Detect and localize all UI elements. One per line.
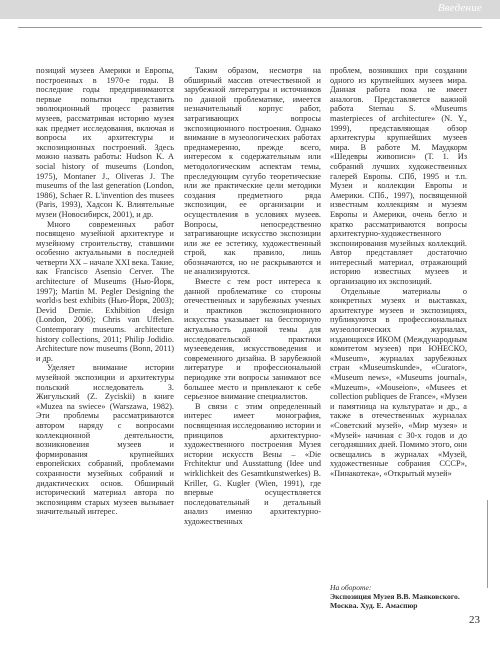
paragraph: позиций музеев Америки и Европы, построенных в 1970-е годы. В последние годы предпринимаются первые попытки представить эволюционный процесс развития музеев, рассматривая историю музея как предмет исследования, включая и вопросы их архитектуры и экспозиционных построений. Здесь можно назвать работы: Hudson K. A social history of museums (London, 1975), Montaner J., Oliveras J. The museums of the last generation (London, 1986), Schaer R. L'invention des musees (Paris, 1993), Хадсон К. Влиятельные музеи (Новосибирск, 2001), и др. (36, 66, 174, 219)
paragraph: Много современных работ посвящено музейной архитектуре и музейному строительству, ставшими особенно актуальными в последней четверти XX – начале XXI века. Такие, как Francisco Asensio Cerver. The architecture of Museums (Нью-Йорк, 1997); Martin M. Pegler Designing the world›s best exhibits (Нью-Йорк, 2003); Devid Dernie. Exhibition design (London, 2006); Chris van Uffelen. Contemporary museums. architecture history collections, 2011; Philip Jodidio. Architecture now museums (Bonn, 2011) и др. (36, 219, 174, 363)
paragraph: В связи с этим определенный интерес имеет монография, посвященная исследованию истории и принципов архитектурно-художественного построения Музея истории искусств Вены – «Die Frchitektur und Ausstattung (Idee und wirklichkeit des Gesamtkunstwerkes) B. Kriller, G. Kugler (Wien, 1991), где впервые осуществляется последовательный и детальный анализ именно архитектурно-художественных (184, 401, 321, 526)
paragraph: Таким образом, несмотря на обширный массив отечественной и зарубежной литературы и источников по данной проблематике, имеется незначительный корпус работ, затрагивающих вопросы экспозиционного построения. Однако внимание в музеологических работах преднамеренно, прежде всего, интересом к содержательным или методологическим аспектам темы, преследующим сугубо теоретические или же практические цели методики создания предметного ряда экспозиции, ее организации и осуществления в условиях музеев. Вопросы, непосредственно затрагивающие искусство экспозиции или же ее эстетику, художественный строй, как правило, лишь обозначаются, но не раскрываются и не анализируются. (184, 66, 321, 277)
caption-heading: На обороте: (330, 583, 372, 592)
text-column-1 (36, 66, 174, 592)
paragraph: проблем, возникших при создании одного из крупнейших музеев мира. Данная работа пока не имеет аналогов. Представляется важной работа Sternau S. «Museums masterpieces of architecture» (N. Y., 1999), представляющая обзор архитектуры крупнейших музеев мира. В работе М. Маудкорм «Шедевры живописи» (Т. 1. Из собраний лучших художественных галерей Европы. СПб, 1995 и т.п. Музеи и коллекции Европы и Америки. СПб., 1997), посвященной известным коллекциям и музеям Европы и Америки, очень бегло и кратко рассматриваются вопросы архитектурно-художественного экспонирования музейных коллекций. Автор представляет достаточно интересный материал, отражающий историю известных музеев и организацию их экспозиций. (330, 66, 467, 287)
paragraph: Отдельные материалы о конкретных музеях и выставках, архитектуре музеев и экспозициях, публикуются в профессиональных музеологических журналах, издающихся ИКОМ (Международным комитетом музеев) при ЮНЕСКО, «Museum», журналах зарубежных стран «Museumskunde», «Curator», «Museum news», «Museums journal», «Muzeum», «Mouseion», «Musees et collection publiques de France», «Музеи и памятница на культурата» и др., а также в отечественных журналах «Советский музей», «Мир музея» и «Музей» начиная с 30-х годов и до сегодняшних дней. Помимо этого, они освещались в журналах «Музей, художественные собрания СССР», «Пинакотека», «Открытый музей» (330, 286, 467, 478)
header-divider (18, 27, 482, 28)
paragraph: Уделяет внимание истории музейной экспозиции и архитектуры польский исследователь З. Жигульский (Z. Zyciskii) в книге «Muzea na swiece» (Warszawa, 1982). Эти проблемы рассматриваются автором наряду с вопросами коллекционной деятельности, возникновения музеев и формирования крупнейших европейских собраний, проблемами сохранности музейных собраний и дидактических основ. Обширный исторический материал автора по экспозициям старых музеев вызывает значительный интерес. (36, 363, 174, 517)
paragraph: Вместе с тем рост интереса к данной проблематике со стороны отечественных и зарубежных ученых и практиков экспозиционного искусства указывает на бесспорную актуальность данной темы для исследовательской практики музееведения, искусствоведения и современного дизайна. В зарубежной литературе и профессиональной периодике эти вопросы занимают все большее место и привлекают к себе серьезное внимание специалистов. (184, 277, 321, 402)
text-column-3 (330, 66, 467, 478)
header-band (0, 0, 500, 19)
section-title: Введение (437, 2, 482, 14)
caption-rule (487, 500, 488, 588)
page-number: 23 (469, 614, 480, 626)
caption-text: Экспозиция Музея В.В. Маяковского. Москва. Худ. Е. Амаспюр (330, 592, 460, 610)
figure-caption (330, 583, 467, 610)
text-column-2 (184, 66, 321, 592)
